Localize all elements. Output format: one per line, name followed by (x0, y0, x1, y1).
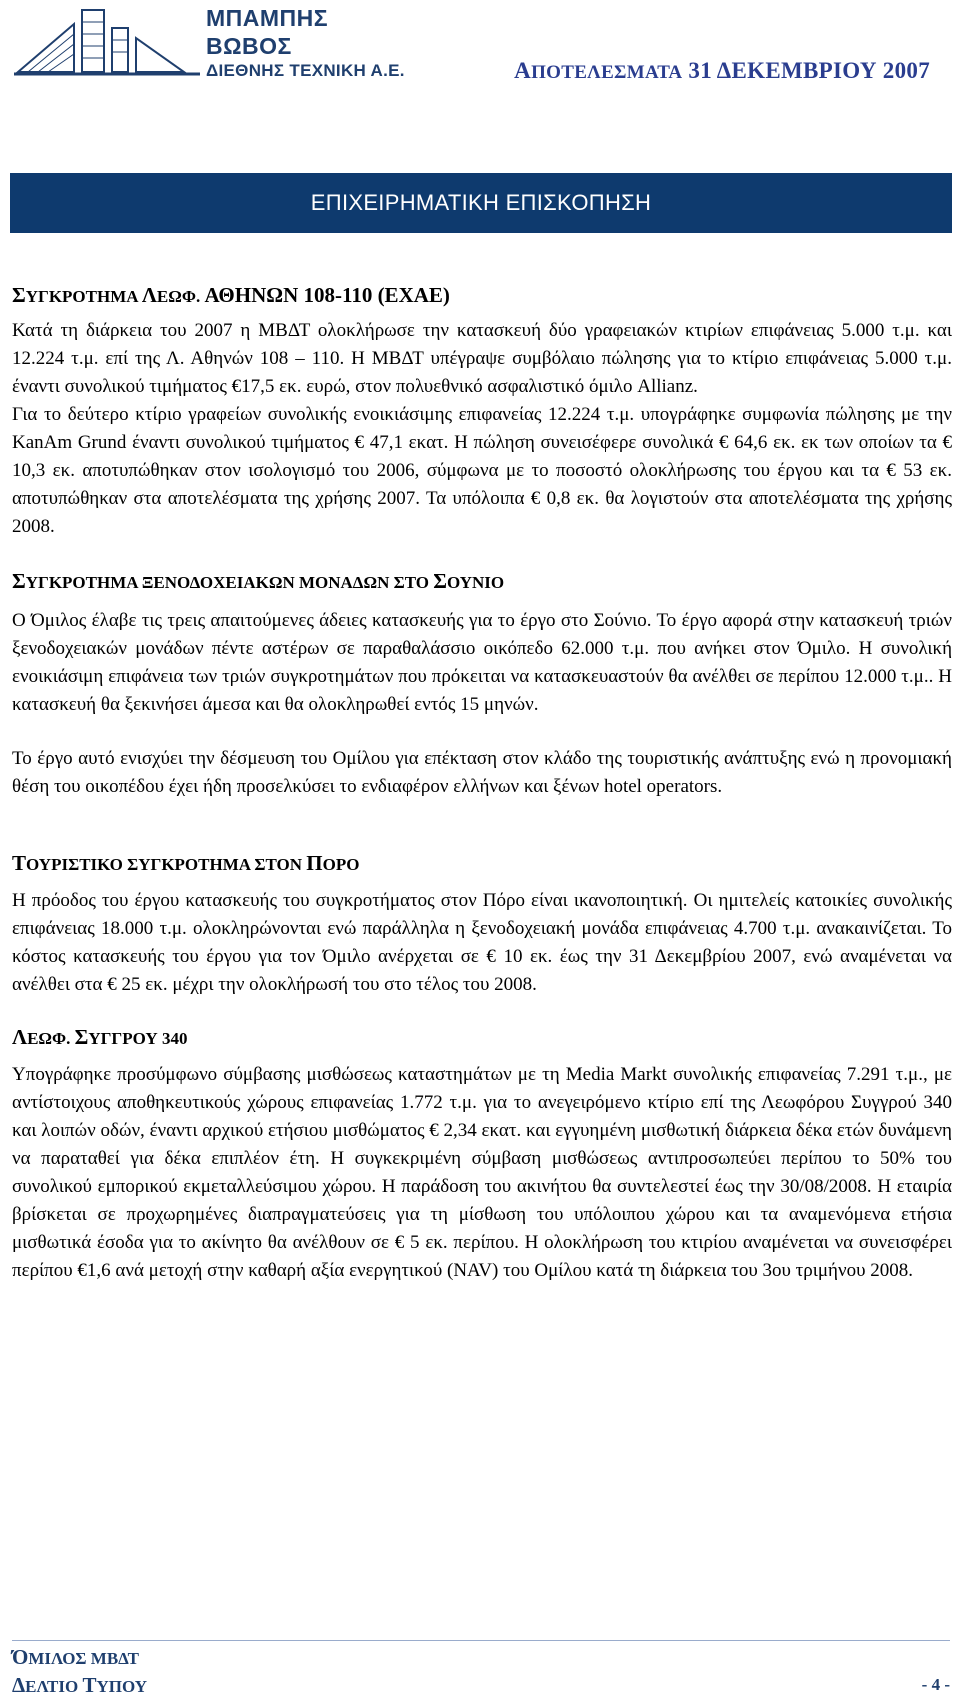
paragraph: Κατά τη διάρκεια του 2007 η ΜΒΔΤ ολοκλήρωσε την κατασκευή δύο γραφειακών κτιρίων επιφάνειας 5.000 τ.μ. και 12.224 τ.μ. επί της Λ. Αθηνών 108 – 110. Η ΜΒΔΤ υπέγραψε συμβόλαιο πώλησης για το κτίριο επιφάνειας 5.000 τ.μ. έναντι συνολικού τιμήματος €17,5 εκ. ευρώ, στον πολυεθνικό ασφαλιστικό όμιλο Allianz. (12, 320, 952, 397)
logo-wordmark (206, 4, 405, 82)
heading-part: ΑΘΗΝΩΝ 108-110 (EXAE) (204, 283, 450, 307)
heading-part: ΥΓΚΡΟΤΗΜΑ (25, 573, 142, 592)
footer-part: ΥΠΟΥ (96, 1677, 148, 1696)
footer-press-release (12, 1672, 147, 1700)
heading-cap: Σ (74, 1025, 89, 1049)
heading-part: ΟΥΝΙΟ (446, 573, 505, 592)
document-body (12, 283, 952, 1285)
footer-group-name (12, 1644, 950, 1672)
footer-cap: Τ (82, 1673, 97, 1697)
heading-cap: Π (306, 851, 323, 875)
heading-cap: Σ (12, 283, 26, 307)
heading-part: ΞΕΝΟΔΟΧΕΙΑΚΩΝ ΜΟΝΑΔΩΝ ΣΤΟ (141, 573, 434, 592)
heading-cap: Σ (433, 569, 447, 593)
section-sounio (12, 569, 952, 801)
section-banner (10, 173, 952, 233)
section-poros (12, 851, 952, 999)
paragraph: Για το δεύτερο κτίριο γραφείων συνολικής ενοικιάσιμης επιφανείας 12.224 τ.μ. υπογράφηκε συμφωνία πώλησης με την KanAm Grund έναντι συνολικού τιμήματος € 47,1 εκατ. Η πώληση συνεισέφερε συνολικά € 64,6 εκ. εκ των οποίων τα € 10,3 εκ. αποτυπώθηκαν στον ισολογισμό του 2006, σύμφωνα με το ποσοστό ολοκλήρωσης του έργου και τα € 53 εκ. αποτυπώθηκαν στα αποτελέσματα της χρήσης 2007. Τα υπόλοιπα € 0,8 εκ. θα λογιστούν στα αποτελέσματα της χρήσης 2008. (12, 404, 952, 537)
heading-part: ΕΩΦ. (27, 1029, 75, 1048)
heading-cap: Σ (12, 569, 26, 593)
footer-part: ΕΛΤΙΟ (25, 1677, 83, 1696)
heading-part: ΥΓΓΡΟΥ 340 (88, 1029, 188, 1048)
logo-building-icon (14, 2, 204, 80)
heading-part: ΥΓΚΡΟΤΗΜΑ (25, 287, 142, 306)
paragraph: Υπογράφηκε προσύμφωνο σύμβασης μισθώσεως καταστημάτων με τη Media Markt συνολικής επιφανείας 7.291 τ.μ., με αντίστοιχους αποθηκευτικούς χώρους επιφανείας 1.772 τ.μ. για το ανεγειρόμενο κτίριο επί της Λεωφόρου Συγγρού 340 και λοιπών οδών, έναντι αρχικού ετήσιου μισθώματος € 2,34 εκατ. και εγγυημένη μισθωτική διάρκεια δέκα ετών δυνάμενη να παραταθεί για δέκα επιπλέον έτη. Η συγκεκριμένη σύμβαση μισθώσεως αντιπροσωπεύει περίπου το 50% του συνολικού εμπορικού εκμεταλλεύσιμου χώρου. Η παράδοση του ακινήτου θα συντελεστεί έως την 30/08/2008. Η εταιρία βρίσκεται σε προχωρημένες διαπραγματεύσεις για τη μίσθωση του υπόλοιπου χώρου και τα αναμενόμενα ετήσια μισθωτικά έσοδα για το ακίνητο θα ανέλθουν σε € 5 εκ. περίπου. Η ολοκλήρωση του κτιρίου αναμένεται να συνεισφέρει περίπου €1,6 ανά μετοχή στην καθαρή αξία ενεργητικού (NAV) του Ομίλου κατά τη διάρκεια του 3ου τριμήνου 2008. (12, 1064, 952, 1281)
results-title (514, 58, 930, 84)
paragraph: Η πρόοδος του έργου κατασκευής του συγκροτήματος στον Πόρο είναι ικανοποιητική. Οι ημιτελείς κατοικίες συνολικής επιφάνειας 18.000 τ.μ. ολοκληρώνονται ενώ παράλληλα η ξενοδοχειακή μονάδα επιφάνειας 4.700 τ.μ. ανακαινίζεται. Το κόστος κατασκευής του έργου για τον Όμιλο ανέρχεται σε € 10 εκ. έως την 31 Δεκεμβρίου 2007, ενώ αναμένεται να ανέλθει στα € 25 εκ. μέχρι την ολοκλήρωσή του στο τέλος του 2008. (12, 890, 952, 995)
heading-part: ΕΩΦ. (156, 287, 205, 306)
page-header (0, 0, 960, 100)
logo-line-2: ΒΩΒΟΣ (206, 33, 292, 59)
logo-line-1: ΜΠΑΜΠΗΣ (206, 5, 329, 31)
section-heading (12, 851, 952, 877)
section-leof-syggrou (12, 1025, 952, 1285)
heading-cap: Τ (12, 851, 27, 875)
company-logo (14, 2, 484, 80)
footer-cap: Δ (12, 1673, 26, 1697)
banner-title: ΕΠΙΧΕΙΡΗΜΑΤΙΚΗ ΕΠΙΣΚΟΠΗΣΗ (310, 190, 652, 215)
section-heading (12, 569, 952, 595)
footer-press-row (12, 1672, 950, 1700)
footer-cap: Ό (12, 1645, 29, 1669)
heading-cap: Λ (141, 283, 157, 307)
page-footer (12, 1644, 950, 1700)
section-heading (12, 1025, 952, 1051)
section-heading (12, 283, 952, 309)
results-title-rest-a: ΠΟΤΕΛΕΣΜΑΤΑ (531, 62, 683, 83)
heading-part: ΟΥΡΙΣΤΙΚΟ ΣΥΓΚΡΟΤΗΜΑ ΣΤΟΝ (26, 855, 307, 874)
results-title-rest-d: ΕΚΕΜΒΡΙΟΥ 2007 (731, 58, 930, 83)
section-leof-athinon (12, 283, 952, 541)
footer-divider (12, 1640, 950, 1641)
heading-cap: Λ (12, 1025, 28, 1049)
paragraph: Ο Όμιλος έλαβε τις τρεις απαιτούμενες άδειες κατασκευής για το έργο στο Σούνιο. Το έργο αφορά στην κατασκευή τριών ξενοδοχειακών μονάδων πέντε αστέρων σε παραθαλάσσιο οικόπεδο 62.000 τ.μ. που ανήκει στον Όμιλο. Η συνολική ενοικιάσιμη επιφάνεια των τριών συγκροτημάτων που πρόκειται να κατασκευαστούν θα ανέλθει σε περίπου 12.000 τ.μ.. Η κατασκευή θα ξεκινήσει άμεσα και θα ολοκληρωθεί εντός 15 μηνών. (12, 610, 952, 715)
logo-line-3: ΔΙΕΘΝΗΣ ΤΕΧΝΙΚΗ Α.Ε. (206, 61, 405, 80)
results-title-cap-d: Δ (716, 58, 732, 83)
page-number: - 4 - (921, 1675, 950, 1694)
paragraph: Το έργο αυτό ενισχύει την δέσμευση του Ομίλου για επέκταση στον κλάδο της τουριστικής ανάπτυξης ενώ η προνομιακή θέση του οικοπέδου έχει ήδη προσελκύσει το ενδιαφέρον ελλήνων και ξένων hotel operators. (12, 748, 952, 797)
footer-part: ΜΙΛΟΣ ΜΒΔΤ (28, 1649, 139, 1668)
results-title-mid: 31 (682, 58, 717, 83)
heading-part: ΟΡΟ (322, 855, 360, 874)
results-title-cap-a: Α (514, 58, 532, 83)
